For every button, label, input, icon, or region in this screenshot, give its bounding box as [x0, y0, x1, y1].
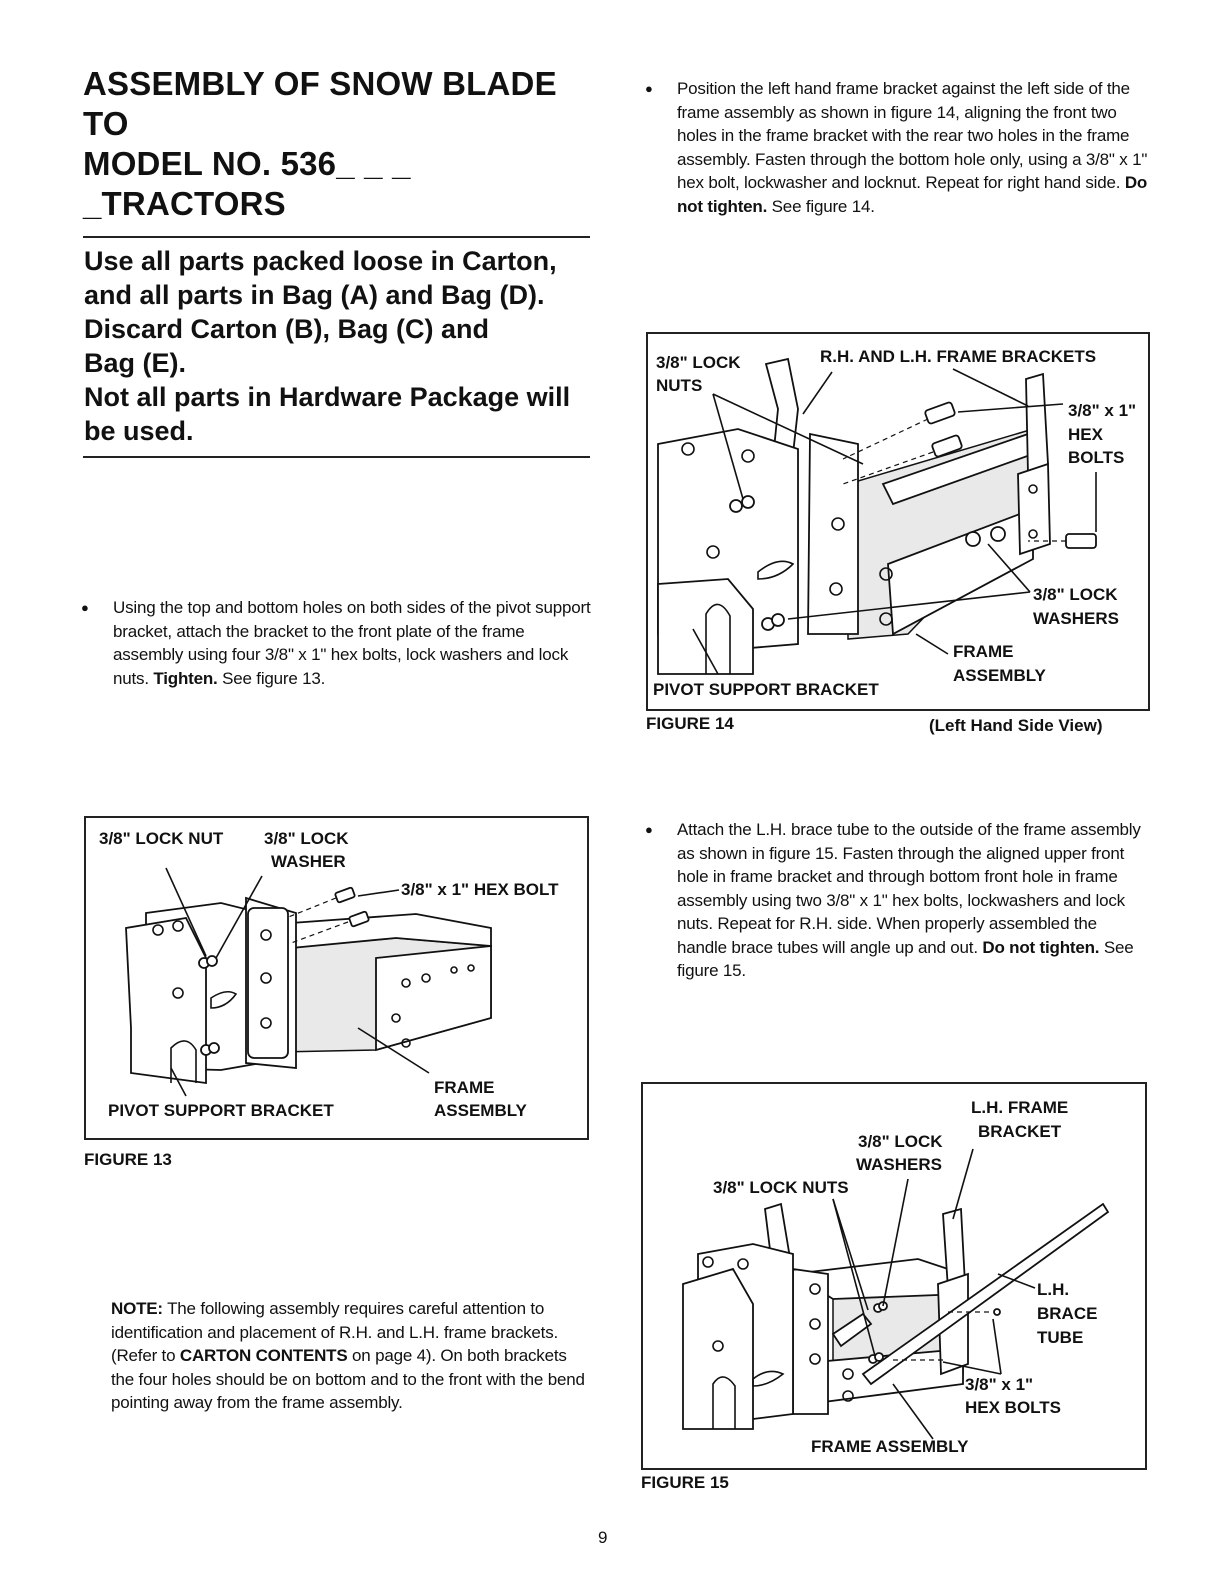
step-frame-bracket: [677, 77, 1150, 218]
fig14-label-nuts: NUTS: [656, 376, 703, 395]
intro-line-4: Bag (E).: [84, 348, 187, 378]
figure-13-box: [84, 816, 589, 1140]
title-line-2: MODEL NO. 536_ _ _ _TRACTORS: [83, 145, 411, 222]
page-title: [83, 64, 603, 224]
fig13-label-hex-bolt: 3/8" x 1" HEX BOLT: [401, 880, 559, 899]
fig15-label-washers: WASHERS: [856, 1155, 942, 1174]
figure-14-drawing: [648, 334, 1148, 709]
fig14-label-pivot: PIVOT SUPPORT BRACKET: [653, 680, 879, 699]
figure-13-caption: FIGURE 13: [84, 1150, 172, 1169]
step-bracket-after: See figure 14.: [771, 196, 875, 216]
fig15-label-lh-frame: L.H. FRAME: [971, 1098, 1069, 1117]
fig14-label-lock: 3/8" LOCK: [656, 353, 741, 372]
step-pivot-bold: Tighten.: [153, 668, 218, 688]
fig14-label-bolt-size: 3/8" x 1": [1068, 401, 1137, 420]
fig14-label-bolts: BOLTS: [1068, 448, 1125, 467]
page-number: 9: [598, 1528, 608, 1547]
fig14-label-brackets: R.H. AND L.H. FRAME BRACKETS: [820, 347, 1097, 366]
fig14-label-washers: WASHERS: [1033, 609, 1119, 628]
figure-15-caption: FIGURE 15: [641, 1473, 729, 1492]
intro-line-2: and all parts in Bag (A) and Bag (D).: [84, 280, 545, 310]
fig13-label-assembly: ASSEMBLY: [434, 1101, 527, 1120]
divider-bottom: [83, 456, 590, 458]
figure-15-box: [641, 1082, 1147, 1470]
fig13-label-lock-nut: 3/8" LOCK NUT: [99, 829, 224, 848]
intro-line-1: Use all parts packed loose in Carton,: [84, 246, 557, 276]
figure-14-caption: FIGURE 14: [646, 714, 734, 733]
fig15-label-lock-nuts: 3/8" LOCK NUTS: [713, 1178, 849, 1197]
fig14-label-frame: FRAME: [953, 642, 1014, 661]
step-bracket-bold: Do not tighten.: [677, 173, 1148, 216]
fig14-label-hex: HEX: [1068, 425, 1103, 444]
fig15-label-hex-bolts: HEX BOLTS: [965, 1398, 1062, 1417]
fig13-label-washer: WASHER: [271, 852, 346, 871]
fig15-label-tube: TUBE: [1037, 1328, 1084, 1347]
fig15-label-lock: 3/8" LOCK: [858, 1132, 943, 1151]
fig13-label-frame: FRAME: [434, 1078, 495, 1097]
intro-line-6: be used.: [84, 416, 194, 446]
figure-14-box: [646, 332, 1150, 711]
step-brace-after: See figure 15.: [677, 937, 1134, 980]
intro-instructions: [84, 244, 594, 448]
step-brace-bold: Do not tighten.: [982, 937, 1100, 957]
note-text-2: on page 4). On both brackets the four holes should be on bottom and to the front with the bend pointing away from the frame assembly.: [111, 1346, 585, 1412]
fig15-label-lh: L.H.: [1037, 1280, 1070, 1299]
intro-line-5: Not all parts in Hardware Package will: [84, 382, 571, 412]
fig13-label-lock: 3/8" LOCK: [264, 829, 349, 848]
fig15-label-frame-assembly: FRAME ASSEMBLY: [811, 1437, 969, 1456]
note-label: NOTE:: [111, 1299, 163, 1318]
step-pivot-bracket: [113, 596, 593, 690]
step-brace-tube: [677, 818, 1150, 983]
note-block: [111, 1297, 589, 1415]
step-brace-text: Attach the L.H. brace tube to the outside of the frame assembly as shown in figure 15. Fasten through the aligned upper front hole in frame bracket and through bottom front hole in frame assembly using two 3/8" x 1" hex bolts, lockwashers and lock nuts. Repeat for R.H. side. When properly assembled the handle brace tubes will angle up and out.: [677, 820, 1141, 957]
fig15-label-brace: BRACE: [1037, 1304, 1098, 1323]
step-pivot-text: Using the top and bottom holes on both sides of the pivot support bracket, attach the bracket to the front plate of the frame assembly using four 3/8" x 1" hex bolts, lock washers and lock nuts.: [113, 598, 591, 688]
title-line-1: ASSEMBLY OF SNOW BLADE TO: [83, 65, 557, 142]
step-bracket-text: Position the left hand frame bracket against the left side of the frame assembly as shown in figure 14, aligning the front two holes in the frame bracket with the rear two holes in the frame assembly. Fasten through the bottom hole only, using a 3/8" x 1" hex bolt, lockwasher and locknut. Repeat for right hand side.: [677, 79, 1148, 192]
fig14-label-assembly: ASSEMBLY: [953, 666, 1046, 685]
intro-line-3: Discard Carton (B), Bag (C) and: [84, 314, 490, 344]
note-text-1: The following assembly requires careful attention to identification and placement of R.H. and L.H. frame brackets. (Refer to: [111, 1299, 559, 1365]
divider-top: [83, 236, 590, 238]
fig14-label-lock-washer: 3/8" LOCK: [1033, 585, 1118, 604]
fig15-label-bracket: BRACKET: [978, 1122, 1062, 1141]
step-pivot-after: See figure 13.: [222, 668, 326, 688]
note-bold: CARTON CONTENTS: [179, 1346, 348, 1365]
fig15-label-bolt-size: 3/8" x 1": [965, 1375, 1034, 1394]
figure-14-view: (Left Hand Side View): [929, 716, 1103, 735]
fig13-label-pivot: PIVOT SUPPORT BRACKET: [108, 1101, 334, 1120]
